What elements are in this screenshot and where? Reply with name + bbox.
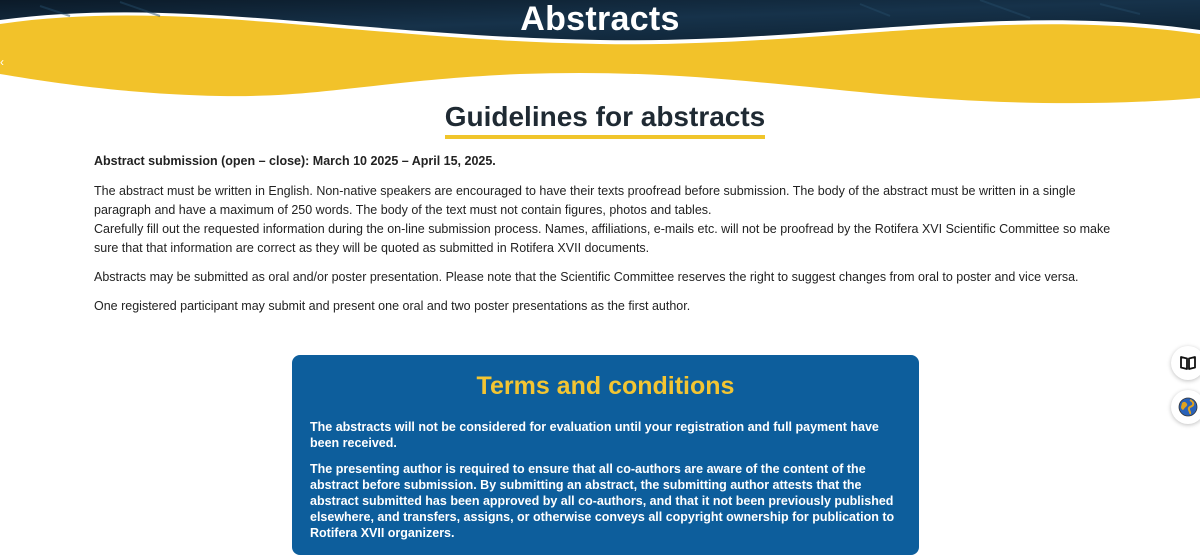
page-title: Abstracts bbox=[520, 0, 680, 38]
hero-banner bbox=[0, 0, 1200, 110]
guidelines-text: The abstract must be written in English. Non-native speakers are encouraged to have their texts proofread before submission. The body of the abstract must be written in a single paragraph and have a maximum of 250 words. The body of the text must not contain figures, photos and tables. bbox=[94, 184, 1076, 217]
guidelines-heading bbox=[0, 101, 1200, 139]
side-language-button[interactable] bbox=[1171, 390, 1200, 424]
guidelines-paragraph bbox=[94, 182, 1124, 220]
side-book-button[interactable] bbox=[1171, 346, 1200, 380]
guidelines-paragraph: Abstracts may be submitted as oral and/or poster presentation. Please note that the Scientific Committee reserves the right to suggest changes from oral to poster and vice versa. bbox=[94, 270, 1079, 284]
guidelines-title: Guidelines for abstracts bbox=[445, 101, 766, 139]
chevron-left-icon[interactable]: ‹ bbox=[0, 55, 4, 69]
book-icon bbox=[1178, 353, 1198, 373]
terms-title: Terms and conditions bbox=[476, 372, 735, 400]
submission-dates: Abstract submission (open – close): March 10 2025 – April 15, 2025. bbox=[94, 154, 496, 168]
terms-paragraph: The abstracts will not be considered for evaluation until your registration and full payment have been received. bbox=[310, 420, 879, 450]
globe-icon bbox=[1178, 397, 1198, 417]
guidelines-paragraph: Carefully fill out the requested information during the on-line submission process. Names, affiliations, e-mails etc. will not be proofread by the Rotifera XVI Scientific Committee so make sure that that information are correct as they will be quoted as submitted in Rotifera XVII documents. bbox=[94, 222, 1111, 255]
terms-card bbox=[292, 355, 919, 555]
guidelines-paragraph: One registered participant may submit and present one oral and two poster presentations as the first author. bbox=[94, 299, 691, 313]
guidelines-content bbox=[94, 152, 1124, 326]
terms-paragraph: The presenting author is required to ensure that all co-authors are aware of the content of the abstract before submission. By submitting an abstract, the submitting author attests that the abstract submitted has been approved by all co-authors, and that it not been previously published elsewhere, and transfers, assigns, or otherwise conveys all copyright ownership for publication to Rotifera XVII organizers. bbox=[310, 462, 895, 540]
